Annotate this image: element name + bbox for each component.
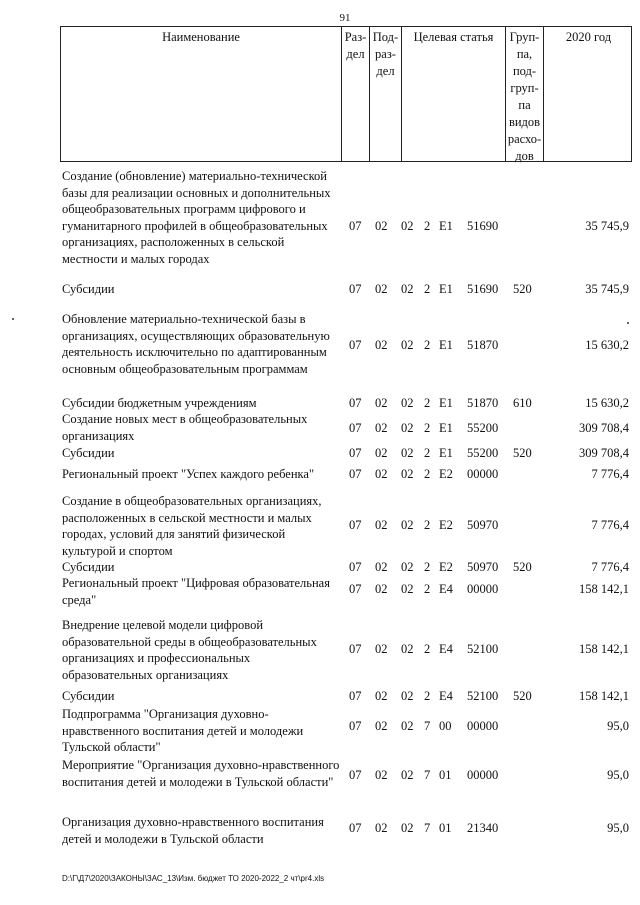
cell-c2: 7	[424, 719, 431, 733]
cell-vr: 520	[513, 560, 532, 574]
cell-amount: 15 630,2	[585, 338, 629, 352]
row-name: Создание (обновление) материально-технической базы для реализации основных и дополнительных общеобразовательных программ цифрового и гуманитарного профилей в общеобразовательных организациях, расположенных в сельской местности и малых городах	[62, 169, 331, 266]
cell-c1: 02	[401, 219, 414, 233]
cell-c2: 2	[424, 338, 431, 352]
cell-c3: 01	[439, 821, 452, 835]
cell-c1: 02	[401, 282, 414, 296]
cell-pr: 02	[375, 821, 388, 835]
cell-c3: Е4	[439, 582, 453, 596]
cell-amount: 95,0	[607, 719, 629, 733]
header-group: Груп- па, под- груп- па видов расхо- дов	[505, 27, 543, 161]
cell-c3: Е1	[439, 219, 453, 233]
cell-pr: 02	[375, 421, 388, 435]
cell-c4: 52100	[467, 689, 499, 703]
cell-c2: 2	[424, 642, 431, 656]
cell-pr: 02	[375, 338, 388, 352]
cell-rz: 07	[349, 821, 362, 835]
cell-pr: 02	[375, 219, 388, 233]
cell-amount: 158 142,1	[579, 689, 629, 703]
cell-c3: Е2	[439, 518, 453, 532]
row-name: Субсидии	[62, 282, 115, 296]
cell-c2: 2	[424, 396, 431, 410]
row-name: Внедрение целевой модели цифровой образовательной среды в общеобразовательных организациях и профессиональных образовательных организациях	[62, 618, 317, 682]
cell-c2: 2	[424, 282, 431, 296]
header-target: Целевая статья	[401, 27, 505, 161]
cell-c4: 50970	[467, 518, 499, 532]
row-name: Создание в общеобразовательных организациях, расположенных в сельской местности и малых городах, условий для занятий физической культурой и спортом	[62, 494, 322, 558]
cell-amount: 309 708,4	[579, 421, 629, 435]
cell-c3: 00	[439, 719, 452, 733]
row-name: Субсидии бюджетным учреждениям	[62, 396, 257, 410]
cell-rz: 07	[349, 642, 362, 656]
row-name: Субсидии	[62, 689, 115, 703]
cell-c4: 52100	[467, 642, 499, 656]
header-name: Наименование	[162, 30, 240, 44]
cell-c4: 00000	[467, 582, 499, 596]
cell-c3: Е2	[439, 560, 453, 574]
cell-c4: 00000	[467, 719, 499, 733]
row-name: Обновление материально-технической базы в организациях, осуществляющих образовательную деятельность исключительно по адаптированным основным общеобразовательным программам	[62, 312, 330, 376]
cell-pr: 02	[375, 396, 388, 410]
scan-speck	[627, 322, 629, 324]
table-header	[60, 26, 632, 162]
cell-c3: Е4	[439, 642, 453, 656]
cell-c4: 00000	[467, 467, 499, 481]
cell-vr: 520	[513, 282, 532, 296]
cell-c1: 02	[401, 560, 414, 574]
cell-c4: 51690	[467, 282, 499, 296]
cell-c3: Е1	[439, 446, 453, 460]
cell-c1: 02	[401, 719, 414, 733]
cell-c2: 2	[424, 582, 431, 596]
cell-c3: Е1	[439, 396, 453, 410]
cell-pr: 02	[375, 689, 388, 703]
cell-pr: 02	[375, 282, 388, 296]
cell-c3: Е4	[439, 689, 453, 703]
cell-c3: Е1	[439, 282, 453, 296]
cell-vr: 520	[513, 689, 532, 703]
cell-c4: 55200	[467, 446, 499, 460]
row-name: Мероприятие "Организация духовно-нравственного воспитания детей и молодежи в Тульской области"	[62, 758, 340, 789]
cell-rz: 07	[349, 396, 362, 410]
header-razdel: Раз- дел	[341, 27, 369, 161]
cell-c4: 50970	[467, 560, 499, 574]
page-number: 91	[339, 12, 351, 24]
cell-c2: 2	[424, 518, 431, 532]
cell-rz: 07	[349, 582, 362, 596]
row-name: Организация духовно-нравственного воспитания детей и молодежи в Тульской области	[62, 815, 324, 846]
cell-rz: 07	[349, 446, 362, 460]
scan-speck	[12, 318, 14, 320]
row-name: Субсидии	[62, 560, 115, 574]
cell-c2: 2	[424, 446, 431, 460]
cell-amount: 35 745,9	[585, 219, 629, 233]
cell-c1: 02	[401, 421, 414, 435]
cell-c2: 7	[424, 768, 431, 782]
row-name: Создание новых мест в общеобразовательных организациях	[62, 412, 308, 443]
cell-amount: 309 708,4	[579, 446, 629, 460]
cell-rz: 07	[349, 518, 362, 532]
cell-c2: 2	[424, 421, 431, 435]
cell-c4: 51870	[467, 338, 499, 352]
cell-c1: 02	[401, 446, 414, 460]
cell-c2: 2	[424, 689, 431, 703]
cell-c1: 02	[401, 338, 414, 352]
cell-c4: 55200	[467, 421, 499, 435]
cell-rz: 07	[349, 219, 362, 233]
cell-c3: Е1	[439, 421, 453, 435]
cell-amount: 95,0	[607, 821, 629, 835]
cell-pr: 02	[375, 518, 388, 532]
cell-c1: 02	[401, 642, 414, 656]
cell-c1: 02	[401, 582, 414, 596]
cell-pr: 02	[375, 768, 388, 782]
header-podrazdel: Под- раз- дел	[369, 27, 401, 161]
cell-amount: 15 630,2	[585, 396, 629, 410]
cell-c3: Е2	[439, 467, 453, 481]
cell-pr: 02	[375, 467, 388, 481]
cell-c2: 2	[424, 219, 431, 233]
cell-c2: 2	[424, 467, 431, 481]
row-name: Региональный проект "Успех каждого ребенка"	[62, 467, 315, 481]
cell-rz: 07	[349, 282, 362, 296]
cell-c4: 51690	[467, 219, 499, 233]
cell-amount: 7 776,4	[591, 467, 629, 481]
cell-rz: 07	[349, 421, 362, 435]
cell-c4: 00000	[467, 768, 499, 782]
cell-rz: 07	[349, 768, 362, 782]
cell-rz: 07	[349, 719, 362, 733]
row-name: Подпрограмма "Организация духовно-нравственного воспитания детей и молодежи Тульской области"	[62, 707, 304, 754]
cell-c1: 02	[401, 518, 414, 532]
footer-file-path: D:\Г\Д7\2020\ЗАКОНЫ\ЗАС_13\Изм. бюджет ТО 2020-2022_2 чт\pr4.xls	[62, 874, 325, 883]
cell-amount: 7 776,4	[591, 518, 629, 532]
row-name: Региональный проект "Цифровая образовательная среда"	[62, 576, 330, 607]
cell-pr: 02	[375, 582, 388, 596]
cell-amount: 35 745,9	[585, 282, 629, 296]
cell-rz: 07	[349, 560, 362, 574]
cell-amount: 158 142,1	[579, 642, 629, 656]
cell-rz: 07	[349, 338, 362, 352]
cell-c1: 02	[401, 821, 414, 835]
cell-amount: 7 776,4	[591, 560, 629, 574]
cell-pr: 02	[375, 719, 388, 733]
cell-rz: 07	[349, 467, 362, 481]
cell-vr: 610	[513, 396, 532, 410]
header-year: 2020 год	[543, 27, 633, 161]
cell-pr: 02	[375, 446, 388, 460]
cell-c3: 01	[439, 768, 452, 782]
cell-c2: 7	[424, 821, 431, 835]
cell-c1: 02	[401, 768, 414, 782]
cell-c4: 21340	[467, 821, 499, 835]
cell-pr: 02	[375, 642, 388, 656]
cell-amount: 158 142,1	[579, 582, 629, 596]
cell-c1: 02	[401, 396, 414, 410]
cell-c1: 02	[401, 467, 414, 481]
cell-c1: 02	[401, 689, 414, 703]
cell-c3: Е1	[439, 338, 453, 352]
row-name: Субсидии	[62, 446, 115, 460]
cell-rz: 07	[349, 689, 362, 703]
cell-amount: 95,0	[607, 768, 629, 782]
cell-pr: 02	[375, 560, 388, 574]
cell-c4: 51870	[467, 396, 499, 410]
cell-c2: 2	[424, 560, 431, 574]
cell-vr: 520	[513, 446, 532, 460]
